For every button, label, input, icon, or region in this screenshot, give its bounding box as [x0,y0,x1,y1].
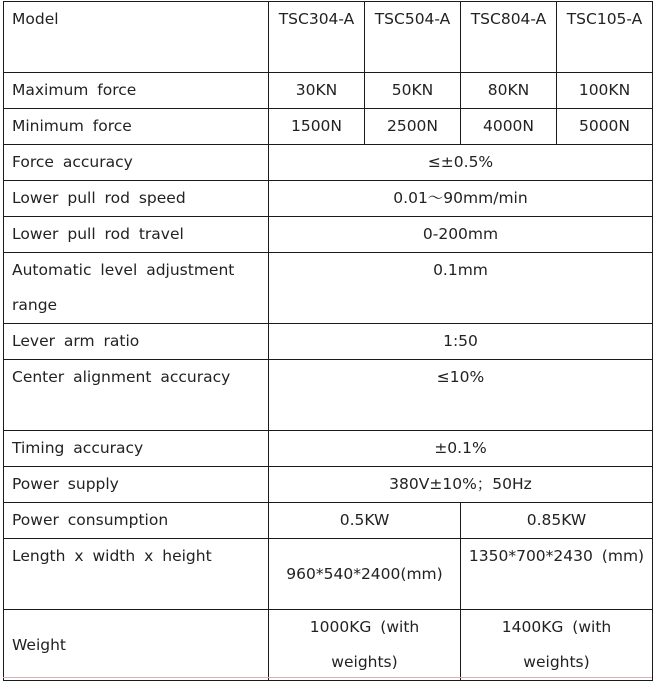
weight-value: 1400KG (with weights) [461,610,653,681]
min-force-value: 1500N [269,109,365,145]
row-force-accuracy [4,145,653,181]
pull-speed-label: Lower pull rod speed [4,181,269,217]
model-tsc304a: TSC304-A [269,2,365,73]
power-consumption-value: 0.85KW [461,503,653,539]
row-timing-accuracy [4,431,653,467]
spec-table [3,1,653,681]
row-pull-travel [4,217,653,253]
row-dimensions [4,539,653,610]
max-force-value: 30KN [269,73,365,109]
dimensions-value: 1350*700*2430 (mm) [461,539,653,610]
max-force-label: Maximum force [4,73,269,109]
weight-label: Weight [4,610,269,681]
force-accuracy-label: Force accuracy [4,145,269,181]
lever-ratio-value: 1:50 [269,324,653,360]
center-alignment-label: Center alignment accuracy [4,360,269,431]
force-accuracy-value: ≤±0.5% [269,145,653,181]
pull-travel-value: 0-200mm [269,217,653,253]
bottom-divider [3,677,652,682]
max-force-value: 80KN [461,73,557,109]
row-model [4,2,653,73]
model-tsc504a: TSC504-A [365,2,461,73]
dimensions-label: Length x width x height [4,539,269,610]
model-tsc804a: TSC804-A [461,2,557,73]
row-max-force [4,73,653,109]
min-force-value: 4000N [461,109,557,145]
max-force-value: 50KN [365,73,461,109]
model-tsc105a: TSC105-A [557,2,653,73]
min-force-value: 5000N [557,109,653,145]
row-lever-ratio [4,324,653,360]
row-weight [4,610,653,681]
center-alignment-value: ≤10% [269,360,653,431]
row-power-supply [4,467,653,503]
level-adjust-label: Automatic level adjustment range [4,253,269,324]
model-label: Model [4,2,269,73]
power-supply-label: Power supply [4,467,269,503]
min-force-label: Minimum force [4,109,269,145]
pull-speed-value: 0.01～90mm/min [269,181,653,217]
weight-value: 1000KG (with weights) [269,610,461,681]
pull-travel-label: Lower pull rod travel [4,217,269,253]
row-center-alignment [4,360,653,431]
max-force-value: 100KN [557,73,653,109]
row-level-adjust [4,253,653,324]
row-min-force [4,109,653,145]
dimensions-value: 960*540*2400(mm) [269,539,461,610]
timing-accuracy-label: Timing accuracy [4,431,269,467]
lever-ratio-label: Lever arm ratio [4,324,269,360]
timing-accuracy-value: ±0.1% [269,431,653,467]
power-supply-value: 380V±10%；50Hz [269,467,653,503]
level-adjust-value: 0.1mm [269,253,653,324]
min-force-value: 2500N [365,109,461,145]
power-consumption-value: 0.5KW [269,503,461,539]
row-power-consumption [4,503,653,539]
row-pull-speed [4,181,653,217]
power-consumption-label: Power consumption [4,503,269,539]
